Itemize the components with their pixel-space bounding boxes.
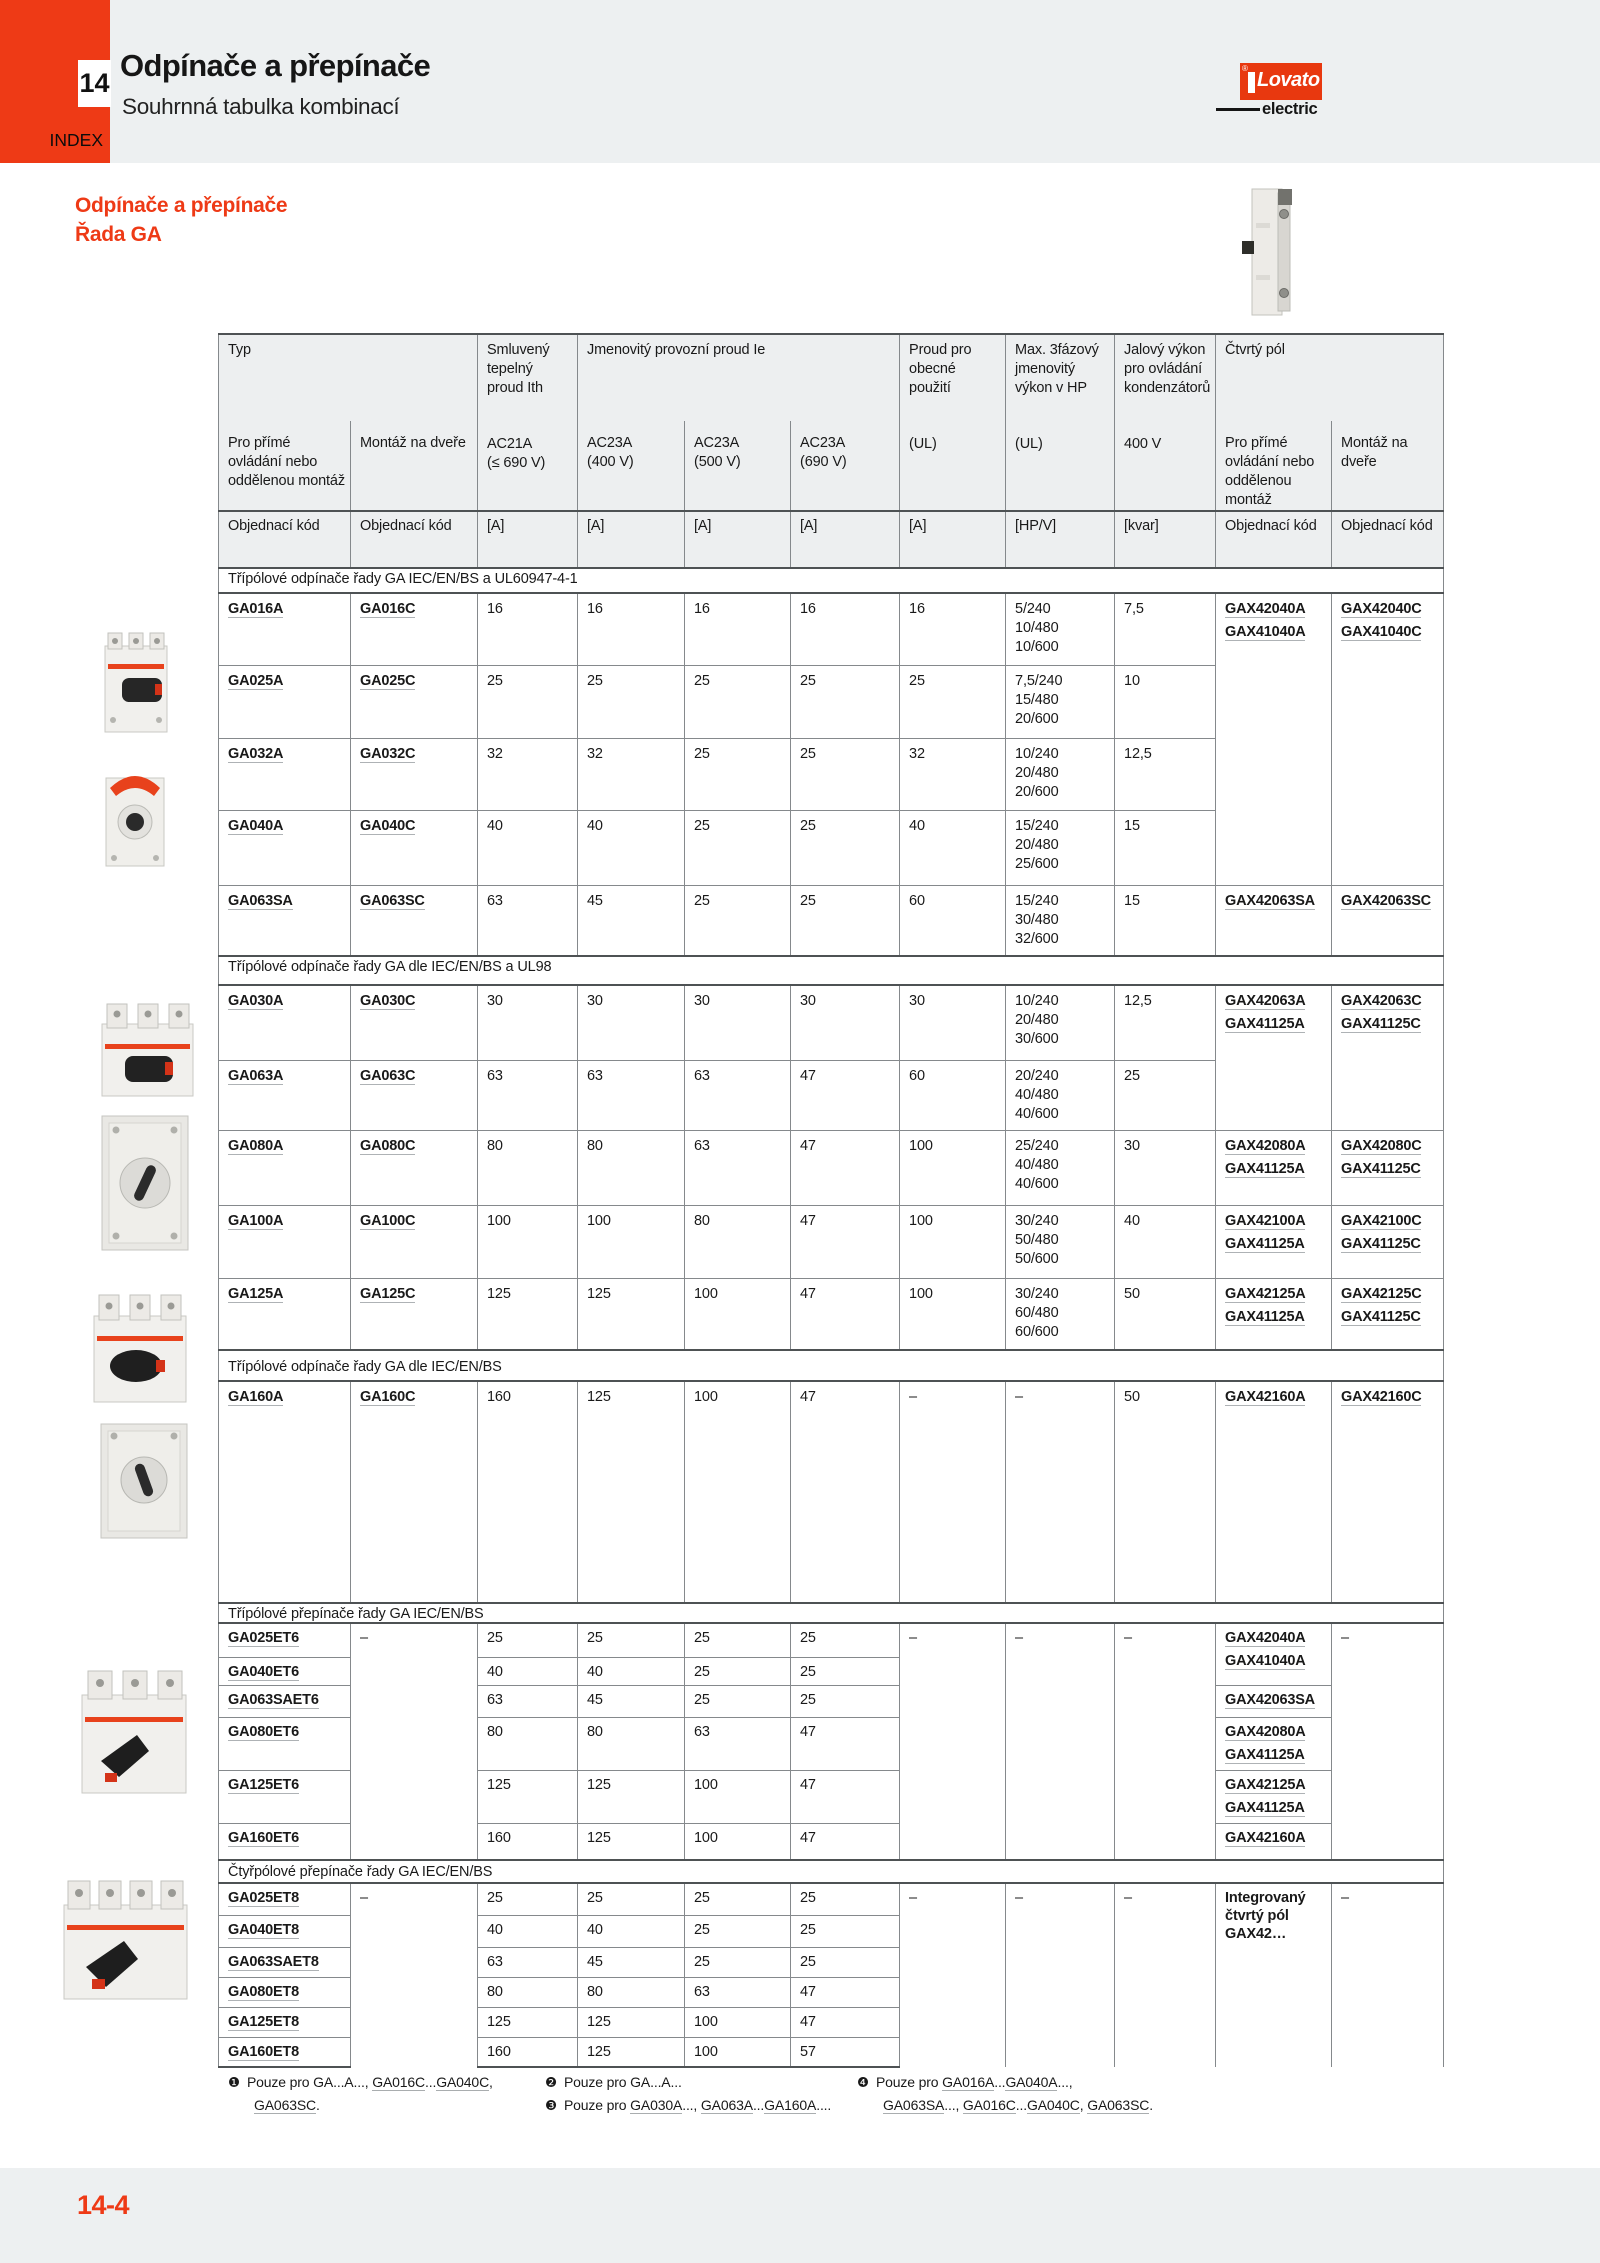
value-dash: – xyxy=(1115,1623,1216,1860)
value-kvar: 7,5 xyxy=(1115,593,1216,665)
order-code-link[interactable]: GAX42063A xyxy=(1225,993,1306,1009)
fourth-pole-codes xyxy=(1216,1278,1332,1350)
combination-table xyxy=(218,333,1444,2068)
value-dash: – xyxy=(351,1883,478,2067)
table-row: GA040A GA040C 40 40 25 25 40 15/240 20/480 25/600 15 xyxy=(219,810,1444,885)
table-header-row-2 xyxy=(219,421,1444,511)
order-code-link[interactable]: GAX42160A xyxy=(1225,1829,1306,1846)
order-code-link[interactable]: GAX42080A xyxy=(1225,1137,1306,1154)
value-dash: – xyxy=(1332,1623,1444,1860)
fourth-pole-codes xyxy=(1216,1623,1332,1685)
col-fourth-door: Montáž na dveře xyxy=(1332,421,1444,511)
table-row: GA063A GA063C 63 63 63 47 60 20/240 40/480 40/600 25 xyxy=(219,1060,1444,1130)
order-code-link[interactable]: GA063SAET6 xyxy=(228,1691,319,1708)
order-code-link[interactable]: GAX42063SA xyxy=(1225,892,1315,909)
col-kvar: Jalový výkon pro ovládání kondenzátorů 400 V xyxy=(1115,334,1216,511)
unit-a: [A] xyxy=(685,511,791,568)
page-number: 14-4 xyxy=(77,2190,130,2220)
product-photo-switch-3p-small xyxy=(100,630,172,743)
series-heading-line1: Odpínače a přepínače xyxy=(75,194,288,217)
col-ie: Jmenovitý provozní proud Ie xyxy=(578,334,900,421)
order-code-link[interactable]: GA063SAET8 xyxy=(228,1953,319,1970)
order-code-link[interactable]: GAX41125A xyxy=(1225,1016,1305,1032)
order-code-link[interactable]: GAX42063C xyxy=(1341,993,1422,1009)
order-code-link[interactable]: GAX42080A xyxy=(1225,1723,1306,1740)
order-code-link[interactable]: GA080ET6 xyxy=(228,1723,299,1740)
order-code-link[interactable]: GA125ET8 xyxy=(228,2013,299,2030)
order-code-link[interactable]: GAX42160A xyxy=(1225,1389,1306,1405)
order-code-link[interactable]: GA063A xyxy=(700,2096,753,2113)
lovato-logo xyxy=(1216,63,1322,118)
registered-mark: ® xyxy=(1242,64,1248,73)
order-code-link[interactable]: GA063SC xyxy=(360,892,425,909)
lovato-logo-line xyxy=(1216,108,1260,111)
order-code-link[interactable]: GA040C xyxy=(436,2074,490,2090)
col-typ-direct: Pro přímé ovládání nebo oddělenou montáž xyxy=(219,421,351,511)
section-title-row xyxy=(219,568,1444,593)
col-typ: Typ xyxy=(219,334,478,421)
product-photo-switch-front-grey-2 xyxy=(92,1418,196,1549)
fourth-pole-codes xyxy=(1332,1130,1444,1205)
footnote-2-3: ❷ Pouze pro GA...A... ❸ Pouze pro GA030A..., GA063A...GA160A.... xyxy=(545,2074,832,2114)
fourth-pole-codes xyxy=(1216,1770,1332,1823)
footer-band xyxy=(0,2168,1600,2263)
fourth-pole-codes xyxy=(1216,1205,1332,1278)
order-code-link[interactable]: GAX42063SC xyxy=(1341,892,1431,909)
unit-a: [A] xyxy=(900,511,1006,568)
fourth-pole-codes xyxy=(1216,1717,1332,1770)
table-row: GA080A GA080C 80 80 63 47 100 25/240 40/480 40/600 30 GAX42080A GAX41125A GAX42080C GAX41125C xyxy=(219,1130,1444,1205)
section-2-title: Třípólové odpínače řady GA dle IEC/EN/BS a UL98 xyxy=(219,956,1444,985)
unit-order-code: Objednací kód xyxy=(219,511,351,568)
col-ul-current: Proud pro obecné použití (UL) xyxy=(900,334,1006,511)
order-code-link[interactable]: GAX42040A xyxy=(1225,601,1306,617)
order-code-link[interactable]: GA125A xyxy=(228,1285,284,1302)
value-ith: 16 xyxy=(478,593,578,665)
page-subtitle: Souhrnná tabulka kombinací xyxy=(122,94,400,119)
section-title-row xyxy=(219,1603,1444,1623)
table-row: GA025A GA025C 25 25 25 25 25 7,5/240 15/480 20/600 10 xyxy=(219,665,1444,738)
col-ith xyxy=(478,334,578,511)
order-code-link[interactable]: GA025ET8 xyxy=(228,1890,299,1906)
order-code-link[interactable]: GA032A xyxy=(228,745,284,762)
unit-kvar: [kvar] xyxy=(1115,511,1216,568)
section-title-row xyxy=(219,1350,1444,1381)
value-dash: – xyxy=(351,1623,478,1860)
order-code-link[interactable]: GAX41125A xyxy=(1225,1235,1305,1252)
order-code-link[interactable]: GAX42080C xyxy=(1341,1137,1422,1154)
product-photo-switch-3p-et6 xyxy=(75,1665,193,1805)
order-code-link[interactable]: GA160ET8 xyxy=(228,2043,299,2060)
order-code-link[interactable]: GA030A xyxy=(228,993,284,1009)
order-code-link[interactable]: GAX41125A xyxy=(1225,1160,1305,1177)
order-code-link[interactable]: GA080A xyxy=(228,1137,284,1154)
col-hp: Max. 3fázový jmenovitý výkon v HP (UL) xyxy=(1006,334,1115,511)
order-code-link[interactable]: GA025C xyxy=(360,672,416,689)
fourth-pole-codes xyxy=(1216,593,1332,885)
chapter-number-badge xyxy=(78,60,111,107)
footnote-1: ❶ Pouze pro GA...A..., GA016C...GA040C, GA063SC. xyxy=(228,2074,493,2113)
product-photo-switch-front-grey-1 xyxy=(92,1108,198,1263)
table-row: GA125A GA125C 125 125 100 47 100 30/240 60/480 60/600 50 GAX42125A GAX41125A GAX42125C GAX41125C xyxy=(219,1278,1444,1350)
order-code-link[interactable]: GA160A xyxy=(228,1389,284,1405)
order-code-link[interactable]: GA025ET6 xyxy=(228,1630,299,1646)
order-code-link[interactable]: GA160A xyxy=(764,2096,817,2113)
order-code-link[interactable]: GA063C xyxy=(360,1067,416,1084)
order-code-link[interactable]: GAX42040C xyxy=(1341,601,1422,617)
section-1-title: Třípólové odpínače řady GA IEC/EN/BS a UL60947-4-1 xyxy=(219,568,1444,593)
value-hp: 5/240 10/480 10/600 xyxy=(1006,593,1115,665)
unit-a: [A] xyxy=(791,511,900,568)
order-code-link[interactable]: GA063SA xyxy=(883,2096,945,2113)
product-photo-switch-3p-medium xyxy=(95,1000,200,1107)
value-ul: 16 xyxy=(900,593,1006,665)
value-ie500: 16 xyxy=(685,593,791,665)
fourth-pole-codes xyxy=(1332,593,1444,885)
lovato-logo-box xyxy=(1240,63,1322,100)
order-code-link[interactable]: GAX41125C xyxy=(1341,1308,1421,1325)
table-row: GA125ET6 125 125 100 47 GAX42125A GAX41125A xyxy=(219,1770,1444,1823)
table-row: GA032A GA032C 32 32 25 25 32 10/240 20/480 20/600 12,5 xyxy=(219,738,1444,810)
unit-order-code: Objednací kód xyxy=(351,511,478,568)
table-row: GA160A GA160C 160 125 100 47 – – 50 GAX42160A GAX42160C xyxy=(219,1381,1444,1603)
col-ith-rating: AC21A (≤ 690 V) xyxy=(487,436,546,471)
table-row: GA160ET8 160 125 100 57 xyxy=(219,2037,1444,2067)
col-fourth-pole: Čtvrtý pól xyxy=(1216,334,1444,421)
order-code-link[interactable]: GAX41125A xyxy=(1225,1746,1305,1763)
order-code-link[interactable]: GAX41040A xyxy=(1225,624,1306,640)
order-code-link[interactable]: GAX42040A xyxy=(1225,1630,1306,1646)
order-code-link[interactable]: GA025A xyxy=(228,672,284,689)
table-row: GA160ET6 160 125 100 47 GAX42160A xyxy=(219,1823,1444,1860)
order-code-link[interactable]: GA080C xyxy=(360,1137,416,1154)
index-tab[interactable]: INDEX xyxy=(49,130,103,150)
top-band xyxy=(0,0,1600,163)
value-dash: – xyxy=(1115,1883,1216,2067)
table-row: GA125ET8 125 125 100 47 xyxy=(219,2007,1444,2037)
section-5-title: Čtyřpólové přepínače řady GA IEC/EN/BS xyxy=(219,1860,1444,1883)
col-ie-400: AC23A (400 V) xyxy=(578,421,685,511)
order-code-link[interactable]: GAX42160C xyxy=(1341,1389,1422,1405)
table-units-row xyxy=(219,511,1444,568)
fourth-pole-codes xyxy=(1216,1130,1332,1205)
page-title: Odpínače a přepínače xyxy=(120,48,431,83)
order-code-link[interactable]: GA032C xyxy=(360,745,416,762)
col-typ-door: Montáž na dveře xyxy=(351,421,478,511)
table-row: GA063SAET8 63 45 25 25 xyxy=(219,1947,1444,1977)
order-code-link[interactable]: GA160ET6 xyxy=(228,1829,299,1846)
table-row: GA080ET8 80 80 63 47 xyxy=(219,1977,1444,2007)
table-row xyxy=(219,593,1444,665)
table-row: GA025ET8 – 25 25 25 25 – – – Integrovaný čtvrtý pól GAX42… – xyxy=(219,1883,1444,1915)
order-code-link[interactable]: GAX42125A xyxy=(1225,1285,1306,1302)
order-code-link[interactable]: GA063SA xyxy=(228,892,293,909)
section-4-title: Třípólové přepínače řady GA IEC/EN/BS xyxy=(219,1603,1444,1623)
fourth-pole-codes xyxy=(1332,1205,1444,1278)
table-row: GA030A GA030C 30 30 30 30 30 10/240 20/480 30/600 12,5 GAX42063A GAX41125A GAX42063C GAX41125C xyxy=(219,985,1444,1060)
product-photo-gax-fourth-pole xyxy=(1238,183,1300,328)
series-heading xyxy=(75,191,287,249)
chapter-red-block xyxy=(0,0,110,163)
order-code-link[interactable]: GA063SC xyxy=(1087,2096,1150,2113)
order-code-link[interactable]: GA040A xyxy=(1005,2074,1058,2090)
unit-order-code: Objednací kód xyxy=(1216,511,1332,568)
value-dash: – xyxy=(900,1623,1006,1860)
order-code-link[interactable]: GA040ET6 xyxy=(228,1663,299,1680)
unit-a: [A] xyxy=(478,511,578,568)
table-row: GA040ET8 40 40 25 25 xyxy=(219,1915,1444,1947)
table-row: GA080ET6 80 80 63 47 GAX42080A GAX41125A xyxy=(219,1717,1444,1770)
order-code-link[interactable]: GA063SC xyxy=(254,2096,316,2113)
order-code-link[interactable]: GA125C xyxy=(360,1285,416,1302)
table-row: GA063SAET6 63 45 25 25 GAX42063SA xyxy=(219,1685,1444,1717)
order-code-link[interactable]: GAX42100C xyxy=(1341,1212,1422,1229)
order-code-link[interactable]: GAX42125A xyxy=(1225,1776,1306,1793)
order-code-link[interactable]: GA125ET6 xyxy=(228,1776,299,1793)
table-row: GA100A GA100C 100 100 80 47 100 30/240 50/480 50/600 40 GAX42100A GAX41125A GAX42100C GAX41125C xyxy=(219,1205,1444,1278)
col-fourth-direct: Pro přímé ovládání nebo oddělenou montáž xyxy=(1216,421,1332,511)
order-code-link[interactable]: GA040C xyxy=(360,817,416,834)
product-photo-switch-3p-large xyxy=(88,1290,192,1413)
unit-hpv: [HP/V] xyxy=(1006,511,1115,568)
product-photo-switch-red-handle xyxy=(100,758,170,875)
chapter-number: 14 xyxy=(79,68,110,98)
product-photo-switch-4p-et8 xyxy=(58,1875,193,2010)
value-ie400: 16 xyxy=(578,593,685,665)
order-code-link[interactable]: GAX42100A xyxy=(1225,1212,1306,1229)
order-code-link[interactable]: GAX41125C xyxy=(1341,1016,1421,1032)
order-code-link[interactable]: GA080ET8 xyxy=(228,1983,299,2000)
order-code-link[interactable]: GA160C xyxy=(360,1389,416,1405)
footnote-4: ❹ Pouze pro GA016A...GA040A..., GA063SA..., GA016C...GA040C, GA063SC. xyxy=(857,2074,1153,2113)
order-code-link[interactable]: GAX42125C xyxy=(1341,1285,1422,1302)
table-row: GA025ET6 – 25 25 25 25 – – – GAX42040A GAX41040A – xyxy=(219,1623,1444,1657)
order-code-link[interactable]: GA016A xyxy=(228,601,284,617)
order-code-link[interactable]: GA030A xyxy=(630,2096,683,2113)
col-ith-label: Smluvený tepelný proud Ith xyxy=(487,342,550,396)
order-code-link[interactable]: GAX41125C xyxy=(1341,1160,1421,1177)
section-title-row xyxy=(219,1860,1444,1883)
unit-order-code: Objednací kód xyxy=(1332,511,1444,568)
lovato-brand-text: Lovato xyxy=(1257,69,1320,91)
order-code-link[interactable]: GAX41125A xyxy=(1225,1308,1305,1325)
order-code-link[interactable]: GA016C xyxy=(962,2096,1016,2113)
order-code-link[interactable]: GA030C xyxy=(360,993,416,1009)
table-row: GA063SA GA063SC 63 45 25 25 60 15/240 30/480 32/600 15 GAX42063SA GAX42063SC xyxy=(219,885,1444,956)
table-header-row-1 xyxy=(219,334,1444,421)
integrated-fourth-pole-note: Integrovaný čtvrtý pól GAX42… xyxy=(1216,1883,1332,2067)
order-code-link[interactable]: GA016C xyxy=(360,601,416,617)
fourth-pole-codes xyxy=(1332,1278,1444,1350)
value-dash: – xyxy=(900,1883,1006,2067)
fourth-pole-codes xyxy=(1216,985,1332,1130)
lovato-logo-bar xyxy=(1248,72,1255,93)
fourth-pole-codes xyxy=(1332,985,1444,1130)
order-code-link[interactable]: GAX41125A xyxy=(1225,1799,1305,1816)
order-code-link[interactable]: GA040A xyxy=(228,817,284,834)
order-code-link[interactable]: GA016C xyxy=(372,2074,425,2090)
order-code-link[interactable]: GA063A xyxy=(228,1067,284,1084)
order-code-link[interactable]: GA016A xyxy=(942,2074,995,2090)
table-row: GA040ET6 40 40 25 25 xyxy=(219,1657,1444,1685)
value-dash: – xyxy=(1006,1883,1115,2067)
section-title-row xyxy=(219,956,1444,985)
order-code-link[interactable]: GA040ET8 xyxy=(228,1921,299,1938)
series-heading-line2: Řada GA xyxy=(75,223,162,246)
order-code-link[interactable]: GA100A xyxy=(228,1212,284,1229)
order-code-link[interactable]: GA040C xyxy=(1026,2096,1080,2113)
order-code-link[interactable]: GAX41040C xyxy=(1341,624,1422,640)
order-code-link[interactable]: GAX42063SA xyxy=(1225,1691,1315,1708)
value-ie690: 16 xyxy=(791,593,900,665)
col-ie-500: AC23A (500 V) xyxy=(685,421,791,511)
col-ie-690: AC23A (690 V) xyxy=(791,421,900,511)
order-code-link[interactable]: GAX41040A xyxy=(1225,1653,1306,1669)
lovato-electric-text: electric xyxy=(1262,100,1318,118)
order-code-link[interactable]: GAX41125C xyxy=(1341,1235,1421,1252)
unit-a: [A] xyxy=(578,511,685,568)
value-dash: – xyxy=(1332,1883,1444,2067)
order-code-link[interactable]: GA100C xyxy=(360,1212,416,1229)
section-3-title: Třípólové odpínače řady GA dle IEC/EN/BS xyxy=(219,1350,1444,1381)
value-dash: – xyxy=(1006,1623,1115,1860)
